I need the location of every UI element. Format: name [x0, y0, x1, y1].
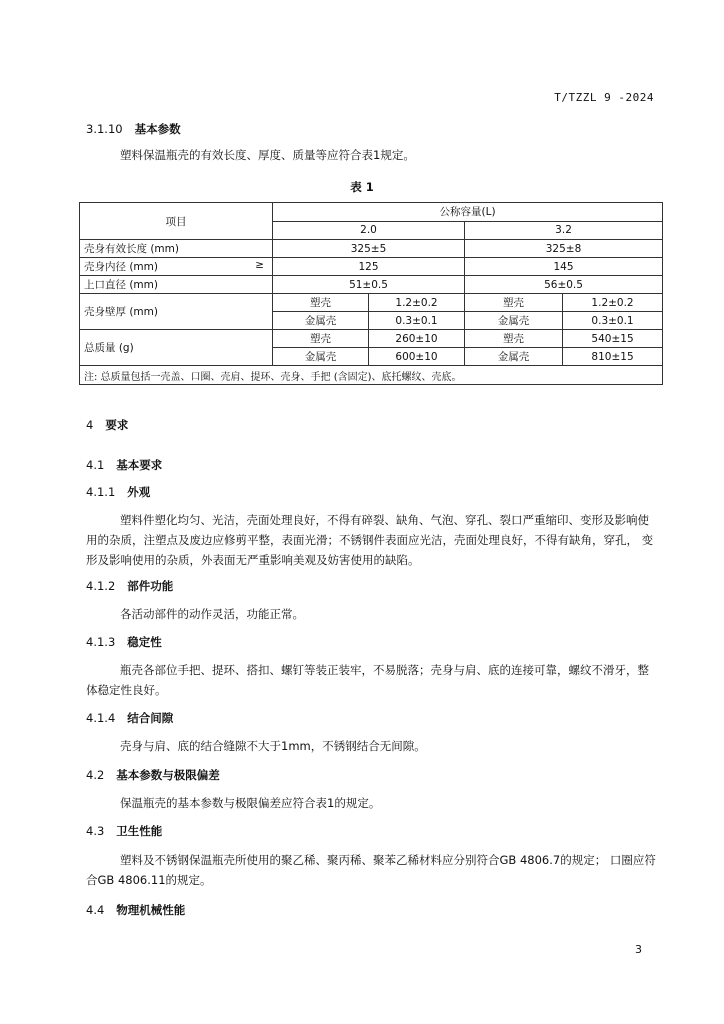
heading-4-1 — [86, 457, 162, 473]
heading-4-1-3 — [86, 634, 162, 650]
length-b: 325±8 — [465, 240, 663, 258]
table-row — [80, 203, 663, 222]
heading-title: 稳定性 — [127, 635, 162, 649]
heading-number: 4.1.1 — [86, 485, 116, 499]
heading-number: 4.1.4 — [86, 711, 116, 725]
table-row — [80, 258, 663, 276]
wall-b-metal: 0.3±0.1 — [563, 312, 663, 330]
mouth-a: 51±0.5 — [273, 276, 465, 294]
wall-a-metal: 0.3±0.1 — [369, 312, 465, 330]
heading-4-4 — [86, 902, 185, 918]
heading-4-1-4 — [86, 710, 173, 726]
heading-title: 卫生性能 — [116, 824, 163, 838]
heading-title: 基本要求 — [116, 458, 163, 472]
heading-4 — [86, 417, 128, 433]
row-label-mouth: 上口直径 (mm) — [80, 276, 273, 294]
heading-4-3 — [86, 823, 162, 839]
wall-type-plastic-a: 塑壳 — [273, 294, 369, 312]
paragraph-4-3: 塑料及不锈钢保温瓶壳所使用的聚乙稀、聚丙稀、聚苯乙稀材料应分别符合GB 4806.7的规定； 口圈应符合GB 4806.11的规定。 — [86, 853, 656, 887]
heading-number: 4.4 — [86, 903, 105, 917]
heading-title: 部件功能 — [127, 579, 174, 593]
wall-a-plastic: 1.2±0.2 — [369, 294, 465, 312]
heading-number: 4.3 — [86, 824, 105, 838]
heading-4-2 — [86, 767, 220, 783]
row-label-wall: 壳身壁厚 (mm) — [80, 294, 273, 330]
mass-type-metal-a: 金属壳 — [273, 348, 369, 366]
row-label-mass: 总质量 (g) — [80, 330, 273, 366]
mouth-b: 56±0.5 — [465, 276, 663, 294]
row-label-inner — [80, 258, 273, 276]
heading-title: 物理机械性能 — [116, 903, 186, 917]
mass-type-plastic-a: 塑壳 — [273, 330, 369, 348]
inner-a: 125 — [273, 258, 465, 276]
length-a: 325±5 — [273, 240, 465, 258]
heading-number: 4.1.2 — [86, 579, 116, 593]
mass-a-metal: 600±10 — [369, 348, 465, 366]
heading-title: 要求 — [105, 418, 129, 432]
wall-type-metal-a: 金属壳 — [273, 312, 369, 330]
paragraph-4-1-2: 各活动部件的动作灵活，功能正常。 — [120, 607, 304, 621]
heading-number: 4.2 — [86, 768, 105, 782]
paragraph-3-1-10: 塑料保温瓶壳的有效长度、厚度、质量等应符合表1规定。 — [120, 148, 415, 162]
table-row — [80, 294, 663, 312]
wall-type-metal-b: 金属壳 — [465, 312, 563, 330]
mass-b-plastic: 540±15 — [563, 330, 663, 348]
paragraph-4-1-1: 塑料件塑化均匀、光洁，壳面处理良好，不得有碎裂、缺角、气泡、穿孔、裂口严重缩印、变形及影响使用的杂质，注塑点及废边应修剪平整，表面光滑；不锈钢件表面应光洁，壳面处理良好，不得有缺角，穿孔， 变形及影响使用的杂质，外表面无严重影响美观及妨害使用的缺陷。 — [86, 513, 654, 567]
header-capacity: 公称容量(L) — [273, 203, 663, 222]
wall-b-plastic: 1.2±0.2 — [563, 294, 663, 312]
mass-type-plastic-b: 塑壳 — [465, 330, 563, 348]
wall-type-plastic-b: 塑壳 — [465, 294, 563, 312]
row-label-text: 壳身内径 (mm) — [84, 261, 158, 273]
heading-number: 4.1 — [86, 458, 105, 472]
heading-4-1-2 — [86, 578, 173, 594]
capacity-b: 3.2 — [465, 221, 663, 240]
heading-title: 基本参数与极限偏差 — [116, 768, 220, 782]
header-item: 项目 — [80, 203, 273, 240]
paragraph-4-2: 保温瓶壳的基本参数与极限偏差应符合表1的规定。 — [120, 796, 381, 810]
mass-b-metal: 810±15 — [563, 348, 663, 366]
table-note: 注: 总质量包括一壳盖、口圈、壳肩、提环、壳身、手把 (含固定)、底托螺纹、壳底。 — [80, 366, 663, 385]
inner-b: 145 — [465, 258, 663, 276]
heading-title: 基本参数 — [134, 122, 181, 136]
parameter-table — [79, 202, 663, 385]
row-label-length: 壳身有效长度 (mm) — [80, 240, 273, 258]
heading-3-1-10 — [86, 121, 181, 137]
heading-number: 4.1.3 — [86, 635, 116, 649]
paragraph-4-1-3: 瓶壳各部位手把、提环、搭扣、螺钉等装正装牢，不易脱落；壳身与肩、底的连接可靠，螺纹不滑牙，整体稳定性良好。 — [86, 663, 649, 697]
heading-title: 外观 — [127, 485, 151, 499]
table-row — [80, 276, 663, 294]
mass-a-plastic: 260±10 — [369, 330, 465, 348]
capacity-a: 2.0 — [273, 221, 465, 240]
standard-code: T/TZZL 9 -2024 — [554, 91, 654, 104]
table-row — [80, 366, 663, 385]
heading-number: 3.1.10 — [86, 122, 123, 136]
mass-type-metal-b: 金属壳 — [465, 348, 563, 366]
paragraph-4-1-4: 壳身与肩、底的结合缝隙不大于1mm，不锈钢结合无间隙。 — [120, 739, 426, 753]
heading-4-1-1 — [86, 484, 150, 500]
page-number: 3 — [635, 943, 642, 956]
table-caption: 表 1 — [350, 180, 374, 194]
ge-symbol: ≥ — [255, 259, 264, 271]
table-row — [80, 330, 663, 348]
heading-number: 4 — [86, 418, 94, 432]
table-row — [80, 240, 663, 258]
heading-title: 结合间隙 — [127, 711, 174, 725]
